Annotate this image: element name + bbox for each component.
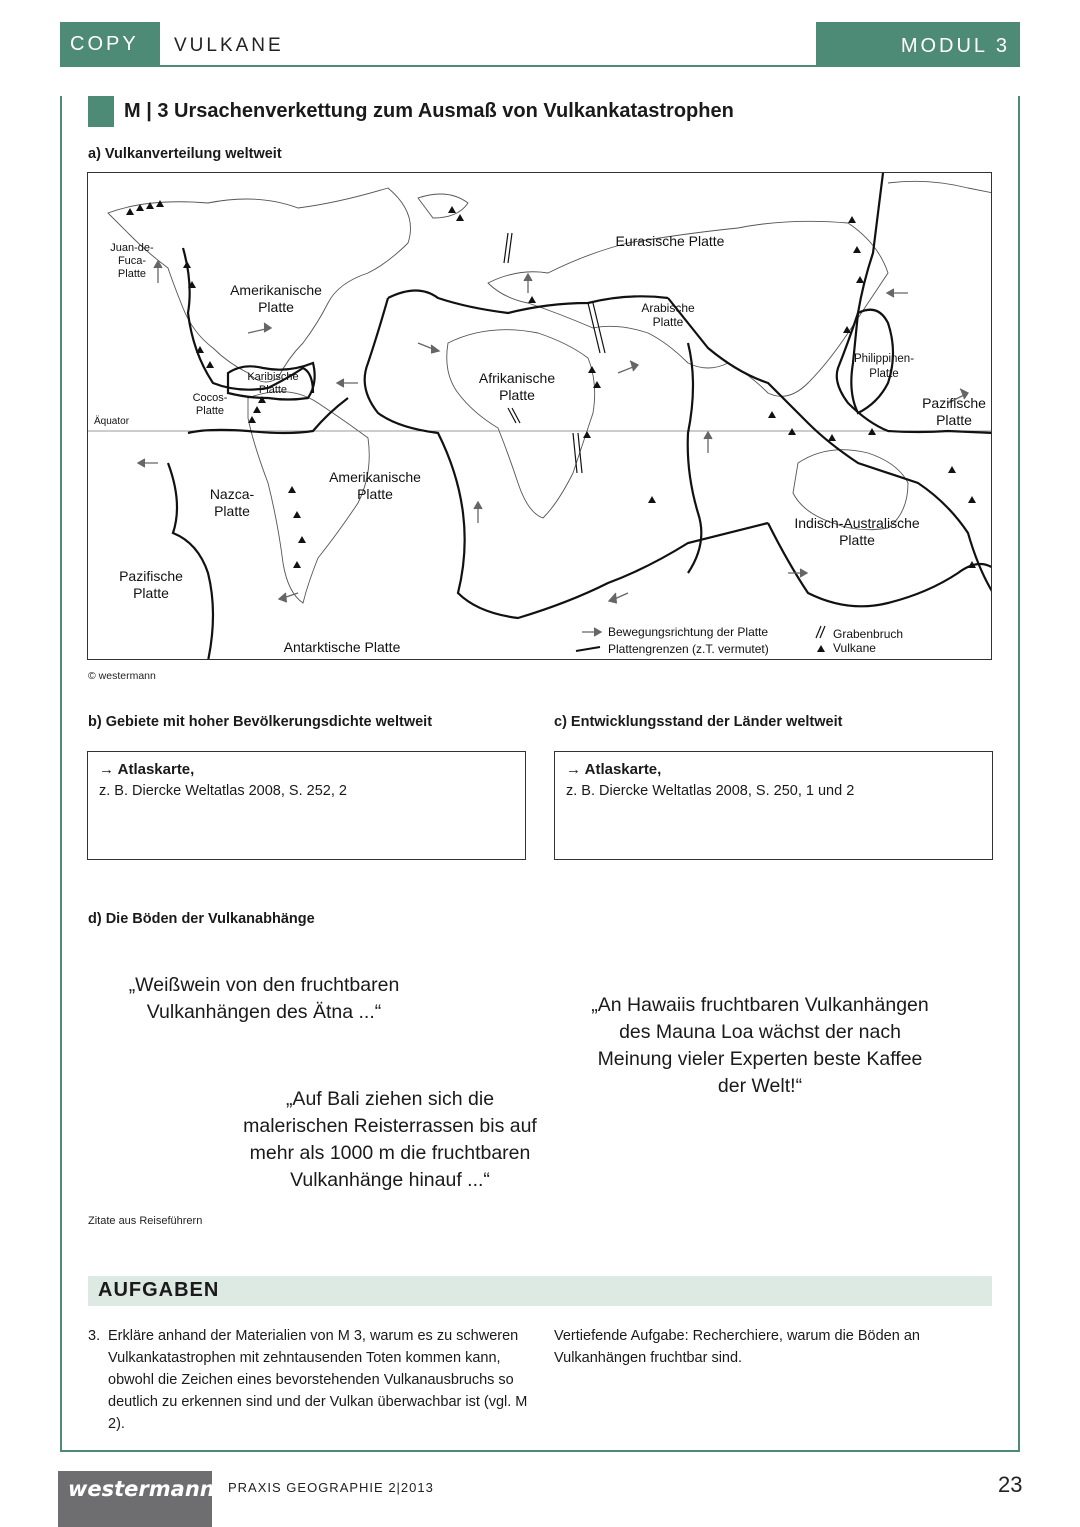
plate-boundaries bbox=[168, 173, 992, 660]
quote-hawaii bbox=[575, 992, 945, 1100]
label-eurasische: Eurasische Platte bbox=[615, 233, 725, 249]
label-amerikanische-sued: Amerikanische Platte bbox=[329, 469, 421, 502]
label-juan-de-fuca: Juan-de-Fuca-Platte bbox=[110, 242, 154, 280]
legend-boundaries: Plattengrenzen (z.T. vermutet) bbox=[608, 642, 769, 656]
map-svg bbox=[88, 173, 992, 660]
label-arabische: Arabische Platte bbox=[641, 301, 695, 329]
quote-bali-line: „Auf Bali ziehen sich die bbox=[285, 1088, 495, 1110]
publisher-logo: westermann bbox=[58, 1471, 212, 1527]
label-pazifische-ost: Pazifische Platte bbox=[922, 395, 986, 428]
label-cocos: Cocos-Platte bbox=[192, 392, 228, 417]
quote-hawaii-line: Meinung vieler Experten beste Kaffee bbox=[597, 1048, 923, 1070]
legend-volcanoes: Vulkane bbox=[833, 641, 876, 655]
quote-source-note: Zitate aus Reiseführern bbox=[88, 1215, 203, 1227]
label-afrikanische: Afrikanische Platte bbox=[478, 370, 556, 403]
quote-hawaii-line: „An Hawaiis fruchtbaren Vulkanhängen bbox=[591, 994, 929, 1016]
journal-name: PRAXIS GEOGRAPHIE 2|2013 bbox=[228, 1480, 434, 1495]
tasks-heading: AUFGABEN bbox=[98, 1279, 220, 1301]
section-c-atlas-label: → Atlaskarte, bbox=[566, 761, 662, 778]
legend-rift: Grabenbruch bbox=[833, 627, 904, 641]
label-equator: Äquator bbox=[94, 416, 130, 427]
page-frame-right bbox=[1018, 96, 1020, 1452]
section-a-heading: a) Vulkanverteilung weltweit bbox=[88, 146, 282, 162]
page-number: 23 bbox=[998, 1472, 1023, 1497]
section-b-reference: z. B. Diercke Weltatlas 2008, S. 252, 2 bbox=[99, 783, 347, 799]
label-antarktische: Antarktische Platte bbox=[283, 639, 401, 655]
quote-etna-line: „Weißwein von den fruchtbaren bbox=[128, 974, 400, 996]
header-topic: VULKANE bbox=[174, 35, 284, 56]
material-title: M | 3 Ursachenverkettung zum Ausmaß von Vulkankatastrophen bbox=[124, 100, 734, 122]
plate-labels bbox=[94, 233, 986, 655]
tasks-header-bar bbox=[88, 1276, 992, 1306]
section-b-box bbox=[87, 751, 526, 860]
header-rule bbox=[160, 65, 816, 67]
quote-hawaii-line: der Welt!“ bbox=[717, 1075, 803, 1097]
page-frame-bottom bbox=[60, 1450, 1020, 1452]
extra-task-text: Vertiefende Aufgabe: Recherchiere, warum die Böden an Vulkanhängen fruchtbar sind. bbox=[554, 1328, 920, 1366]
label-amerikanische-nord: Amerikanische Platte bbox=[230, 282, 322, 315]
map-legend bbox=[576, 625, 903, 656]
label-indisch-australische: Indisch-Australische Platte bbox=[794, 515, 920, 548]
legend-arrow-icon bbox=[582, 628, 601, 636]
task-text: Erkläre anhand der Materialien von M 3, warum es zu schweren Vulkankatastrophen mit zehntausenden Toten kommen kann, obwohl die Zeichen eines bevorstehenden Vulkanausbruchs so deutlich zu erkennen sind und der Vulkan überwachbar ist (vgl. M 2). bbox=[108, 1328, 528, 1432]
task-number: 3. bbox=[88, 1328, 101, 1344]
page-frame-left bbox=[60, 96, 62, 1452]
section-c-box bbox=[554, 751, 993, 860]
label-nazca: Nazca-Platte bbox=[209, 486, 255, 519]
material-marker bbox=[88, 96, 114, 127]
section-d-heading: d) Die Böden der Vulkanabhänge bbox=[88, 911, 315, 927]
quote-bali-line: Vulkanhänge hinauf ...“ bbox=[290, 1169, 490, 1191]
legend-volcano-icon bbox=[817, 645, 825, 652]
section-b-atlas-label: → Atlaskarte, bbox=[99, 761, 195, 778]
section-b-heading: b) Gebiete mit hoher Bevölkerungsdichte weltweit bbox=[88, 714, 433, 730]
quote-bali-line: malerischen Reisterrassen bis auf bbox=[243, 1115, 537, 1137]
label-philippinen: Philippinen-Platte bbox=[853, 353, 915, 380]
quote-bali-line: mehr als 1000 m die fruchtbaren bbox=[249, 1142, 531, 1164]
legend-movement: Bewegungsrichtung der Platte bbox=[608, 625, 769, 639]
quote-bali bbox=[230, 1086, 550, 1194]
label-karibische: Karibische Platte bbox=[247, 371, 299, 396]
header-copy-tag: COPY bbox=[60, 22, 160, 67]
label-pazifische-west: Pazifische Platte bbox=[119, 568, 183, 601]
quote-etna bbox=[104, 972, 424, 1026]
section-c-heading: c) Entwicklungsstand der Länder weltweit bbox=[554, 714, 843, 730]
section-c-reference: z. B. Diercke Weltatlas 2008, S. 250, 1 und 2 bbox=[566, 783, 855, 799]
legend-boundary-icon bbox=[576, 647, 600, 651]
quote-etna-line: Vulkanhängen des Ätna ...“ bbox=[146, 1001, 382, 1023]
header-module-tag: MODUL 3 bbox=[816, 22, 1020, 67]
world-plate-map bbox=[87, 172, 992, 660]
quote-hawaii-line: des Mauna Loa wächst der nach bbox=[619, 1021, 901, 1043]
legend-rift-icon bbox=[816, 626, 825, 638]
map-credit: © westermann bbox=[88, 670, 156, 682]
